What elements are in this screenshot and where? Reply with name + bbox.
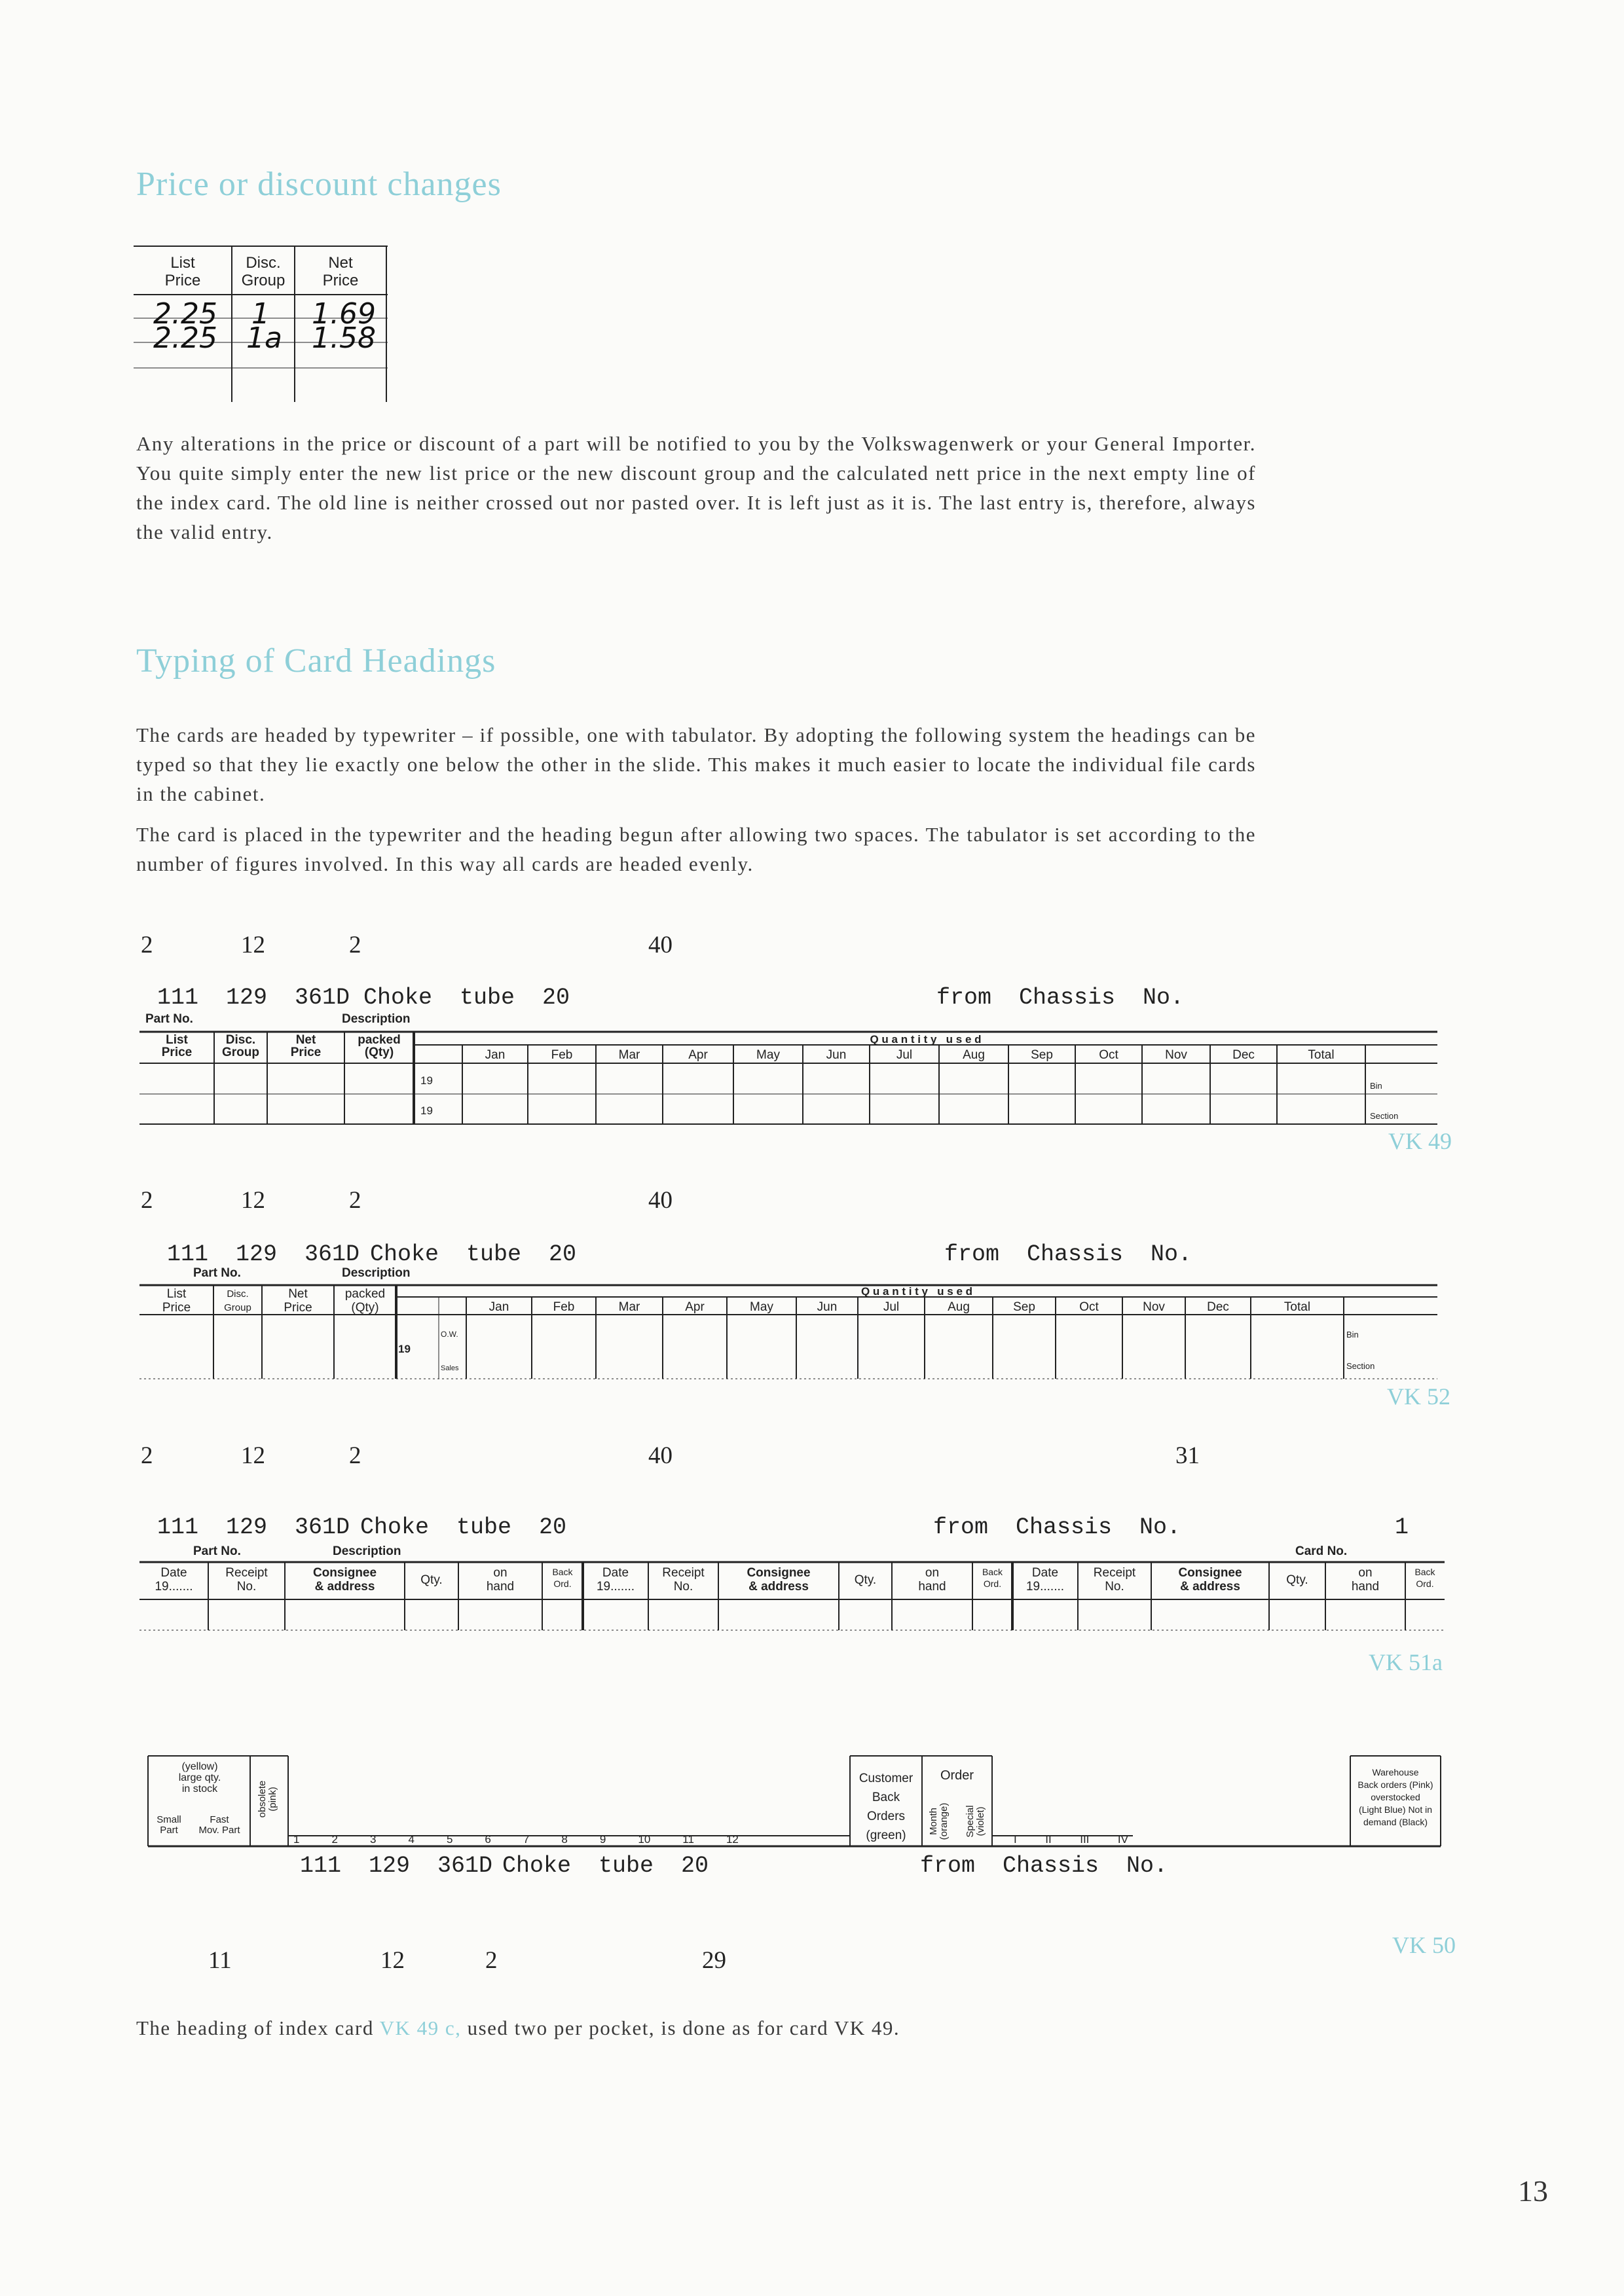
card-vk49 <box>0 903 1624 1152</box>
month-dec: Dec <box>1232 1048 1255 1062</box>
header-on-hand: on hand <box>1351 1566 1380 1594</box>
month-may: May <box>750 1300 773 1314</box>
typed-chassis: from Chassis No. <box>936 985 1185 1011</box>
number-cell: 4 <box>408 1833 415 1846</box>
month-jun: Jun <box>817 1300 838 1314</box>
typed-part-no: 111 129 361D <box>167 1241 360 1267</box>
typed-description: Choke tube 20 <box>363 985 570 1011</box>
header-receipt-no: Receipt No. <box>1093 1566 1136 1594</box>
typing-paragraph-1: The cards are headed by typewriter – if possible, one with tabulator. By adopting the following system the headings can be typed so that they lie exactly one below the other in the slide. This makes it much easier to locate the individual file cards in the cabinet. <box>136 723 1256 805</box>
month-nov: Nov <box>1165 1048 1187 1062</box>
header-disc-group: Disc. Group <box>224 1288 251 1313</box>
card-vk51a <box>0 1414 1624 1689</box>
label-description: Description <box>333 1544 401 1558</box>
header-back-ord: Back Ord. <box>1414 1567 1435 1589</box>
yellow-large-qty-label: (yellow) large qty. in stock <box>178 1761 221 1795</box>
quantity-used-label: Q u a n t i t y u s e d <box>860 1285 973 1298</box>
month-aug: Aug <box>948 1300 970 1314</box>
price-change-paragraph: Any alterations in the price or discount of a part will be notified to you by the Volkswagenwerk or your General Importer. You quite simply enter the new list price or the new discount group and the calculated nett price in the next empty line of the index card. The old line is neither crossed out nor pasted over. It is left just as it is. The last entry is, therefore, always the valid entry. <box>136 432 1256 543</box>
handwritten-net-price: 1.58 <box>312 321 376 355</box>
spacing-number: 2 <box>141 1442 153 1469</box>
special-violet-label: Special (violet) <box>965 1805 986 1838</box>
number-cell: 10 <box>638 1833 651 1846</box>
spacing-number: 2 <box>141 1187 153 1214</box>
month-nov: Nov <box>1143 1300 1165 1314</box>
header-receipt-no: Receipt No. <box>225 1566 268 1594</box>
roman-cell: IV <box>1117 1833 1128 1846</box>
month-oct: Oct <box>1079 1300 1099 1314</box>
bin-label: Bin <box>1346 1330 1359 1339</box>
header-on-hand: on hand <box>918 1566 946 1594</box>
month-dec: Dec <box>1207 1300 1229 1314</box>
small-part-label: Small Part <box>157 1814 181 1836</box>
month-jul: Jul <box>883 1300 900 1314</box>
month-apr: Apr <box>685 1300 705 1314</box>
month-oct: Oct <box>1099 1048 1118 1062</box>
number-row <box>293 1833 739 1848</box>
card-code-vk51a: VK 51a <box>1369 1649 1443 1675</box>
obsolete-pink-label: obsolete (pink) <box>257 1780 278 1818</box>
typing-paragraph-2: The card is placed in the typewriter and the heading begun after allowing two spaces. The tabulator is set according to the number of figures involved. In this way all cards are headed evenly. <box>136 823 1256 875</box>
year-prefix: 19 <box>420 1074 433 1087</box>
typed-part-no: 111 129 361D <box>157 985 350 1011</box>
header-list-price: List Price <box>161 1033 193 1059</box>
typed-chassis: from Chassis No. <box>933 1514 1181 1540</box>
footer-card-ref: VK 49 c, <box>379 2016 462 2039</box>
card-code-vk50: VK 50 <box>1392 1932 1456 1958</box>
year-prefix: 19 <box>398 1343 411 1355</box>
month-mar: Mar <box>618 1048 640 1062</box>
header-qty: Qty. <box>854 1573 877 1587</box>
spacing-number: 2 <box>349 1187 361 1214</box>
card-vk50 <box>0 1755 1624 1990</box>
number-cell: 1 <box>293 1833 300 1846</box>
header-qty: Qty. <box>420 1573 443 1587</box>
header-packed-qty: packed (Qty) <box>344 1287 386 1315</box>
month-jan: Jan <box>489 1300 509 1314</box>
header-date: Date 19....... <box>1025 1566 1065 1594</box>
header-date: Date 19....... <box>596 1566 635 1594</box>
roman-cell: I <box>1014 1833 1017 1846</box>
month-jan: Jan <box>485 1048 506 1062</box>
roman-cell: II <box>1045 1833 1052 1846</box>
warehouse-label: Warehouse Back orders (Pink) overstocked (Light Blue) Not in demand (Black) <box>1357 1767 1433 1827</box>
spacing-number: 40 <box>648 932 673 958</box>
month-jun: Jun <box>826 1048 847 1062</box>
disc-group-header: Disc. Group <box>241 254 286 289</box>
ow-label: O.W. <box>441 1330 458 1339</box>
handwritten-net-price: 1.69 <box>312 297 376 331</box>
order-label: Order <box>940 1768 974 1783</box>
label-part-no: Part No. <box>193 1544 241 1558</box>
header-qty: Qty. <box>1286 1573 1308 1587</box>
typed-chassis: from Chassis No. <box>944 1241 1192 1267</box>
card-code-vk49: VK 49 <box>1388 1128 1452 1154</box>
month-total: Total <box>1308 1048 1335 1062</box>
number-cell: 2 <box>331 1833 338 1846</box>
spacing-number: 2 <box>349 932 361 958</box>
label-card-no: Card No. <box>1295 1544 1348 1558</box>
label-description: Description <box>342 1012 411 1026</box>
quantity-used-label: Q u a n t i t y u s e d <box>870 1033 982 1046</box>
month-apr: Apr <box>688 1048 708 1062</box>
header-disc-group: Disc. Group <box>222 1033 259 1059</box>
header-list-price: List Price <box>162 1287 191 1315</box>
typed-part-no: 111 129 361D <box>157 1514 350 1540</box>
month-feb: Feb <box>553 1300 575 1314</box>
month-may: May <box>756 1048 780 1062</box>
number-cell: 3 <box>369 1833 377 1846</box>
label-description: Description <box>342 1266 411 1280</box>
fast-mov-part-label: Fast Mov. Part <box>198 1814 240 1836</box>
spacing-number: 12 <box>241 1187 265 1214</box>
header-packed-qty: packed (Qty) <box>358 1033 401 1059</box>
price-discount-sample-table <box>134 245 388 402</box>
typed-description: Choke tube 20 <box>370 1241 577 1267</box>
header-date: Date 19....... <box>155 1566 193 1594</box>
year-prefix: 19 <box>420 1104 433 1117</box>
page-number: 13 <box>1518 2174 1548 2208</box>
label-part-no: Part No. <box>193 1266 241 1280</box>
header-back-ord: Back Ord. <box>552 1567 573 1589</box>
month-jul: Jul <box>896 1048 913 1062</box>
typed-description: Choke tube 20 <box>360 1514 567 1540</box>
number-cell: 8 <box>561 1833 568 1846</box>
handwritten-disc-group: 1a <box>246 321 282 355</box>
section-label: Section <box>1370 1111 1399 1121</box>
typed-chassis: from Chassis No. <box>920 1853 1168 1879</box>
spacing-number: 2 <box>349 1442 361 1469</box>
typed-card-no: 1 <box>1395 1514 1409 1540</box>
header-back-ord: Back Ord. <box>982 1567 1003 1589</box>
month-total: Total <box>1283 1300 1311 1314</box>
number-cell: 6 <box>485 1833 491 1846</box>
card-vk52 <box>0 1159 1624 1414</box>
header-consignee: Consignee & address <box>1178 1566 1242 1594</box>
spacing-number: 2 <box>485 1947 498 1974</box>
section-title-typing-headings: Typing of Card Headings <box>136 642 496 680</box>
month-sep: Sep <box>1031 1048 1053 1062</box>
header-consignee: Consignee & address <box>747 1566 811 1594</box>
net-price-header: Net Price <box>322 254 359 289</box>
footer-note <box>136 2013 1380 2043</box>
header-net-price: Net Price <box>284 1287 312 1315</box>
footer-text-after: used two per pocket, is done as for card VK 49. <box>461 2016 900 2039</box>
number-cell: 12 <box>726 1833 739 1846</box>
month-orange-label: Month (orange) <box>928 1802 950 1840</box>
sales-label: Sales <box>441 1364 459 1372</box>
month-mar: Mar <box>618 1300 640 1314</box>
number-cell: 7 <box>523 1833 530 1846</box>
spacing-number: 40 <box>648 1442 673 1469</box>
roman-row <box>1014 1833 1128 1848</box>
footer-text-before: The heading of index card <box>136 2016 380 2039</box>
header-receipt-no: Receipt No. <box>662 1566 705 1594</box>
month-sep: Sep <box>1013 1300 1035 1314</box>
number-cell: 11 <box>682 1833 694 1846</box>
number-cell: 9 <box>599 1833 606 1846</box>
section-label: Section <box>1346 1361 1375 1371</box>
list-price-header: List Price <box>164 254 201 289</box>
label-part-no: Part No. <box>145 1012 193 1026</box>
spacing-number: 11 <box>208 1947 232 1974</box>
roman-cell: III <box>1080 1833 1090 1846</box>
typed-description: Choke tube 20 <box>502 1853 709 1879</box>
spacing-number: 29 <box>702 1947 726 1974</box>
spacing-number: 12 <box>380 1947 405 1974</box>
number-cell: 5 <box>446 1833 453 1846</box>
spacing-number: 40 <box>648 1187 673 1214</box>
card-code-vk52: VK 52 <box>1387 1383 1450 1410</box>
typed-part-no: 111 129 361D <box>300 1853 493 1879</box>
spacing-number: 2 <box>141 932 153 958</box>
handwritten-list-price: 2.25 <box>153 297 217 331</box>
month-feb: Feb <box>551 1048 573 1062</box>
header-consignee: Consignee & address <box>312 1566 377 1594</box>
customer-back-orders-label: Customer Back Orders (green) <box>858 1772 913 1842</box>
handwritten-list-price: 2.25 <box>153 321 217 355</box>
header-on-hand: on hand <box>486 1566 515 1594</box>
spacing-number: 31 <box>1175 1442 1200 1469</box>
bin-label: Bin <box>1370 1081 1382 1091</box>
header-net-price: Net Price <box>290 1033 322 1059</box>
section-title-price-discount: Price or discount changes <box>136 166 502 203</box>
month-aug: Aug <box>963 1048 985 1062</box>
handwritten-disc-group: 1 <box>251 297 270 331</box>
spacing-number: 12 <box>241 932 265 958</box>
spacing-number: 12 <box>241 1442 265 1469</box>
